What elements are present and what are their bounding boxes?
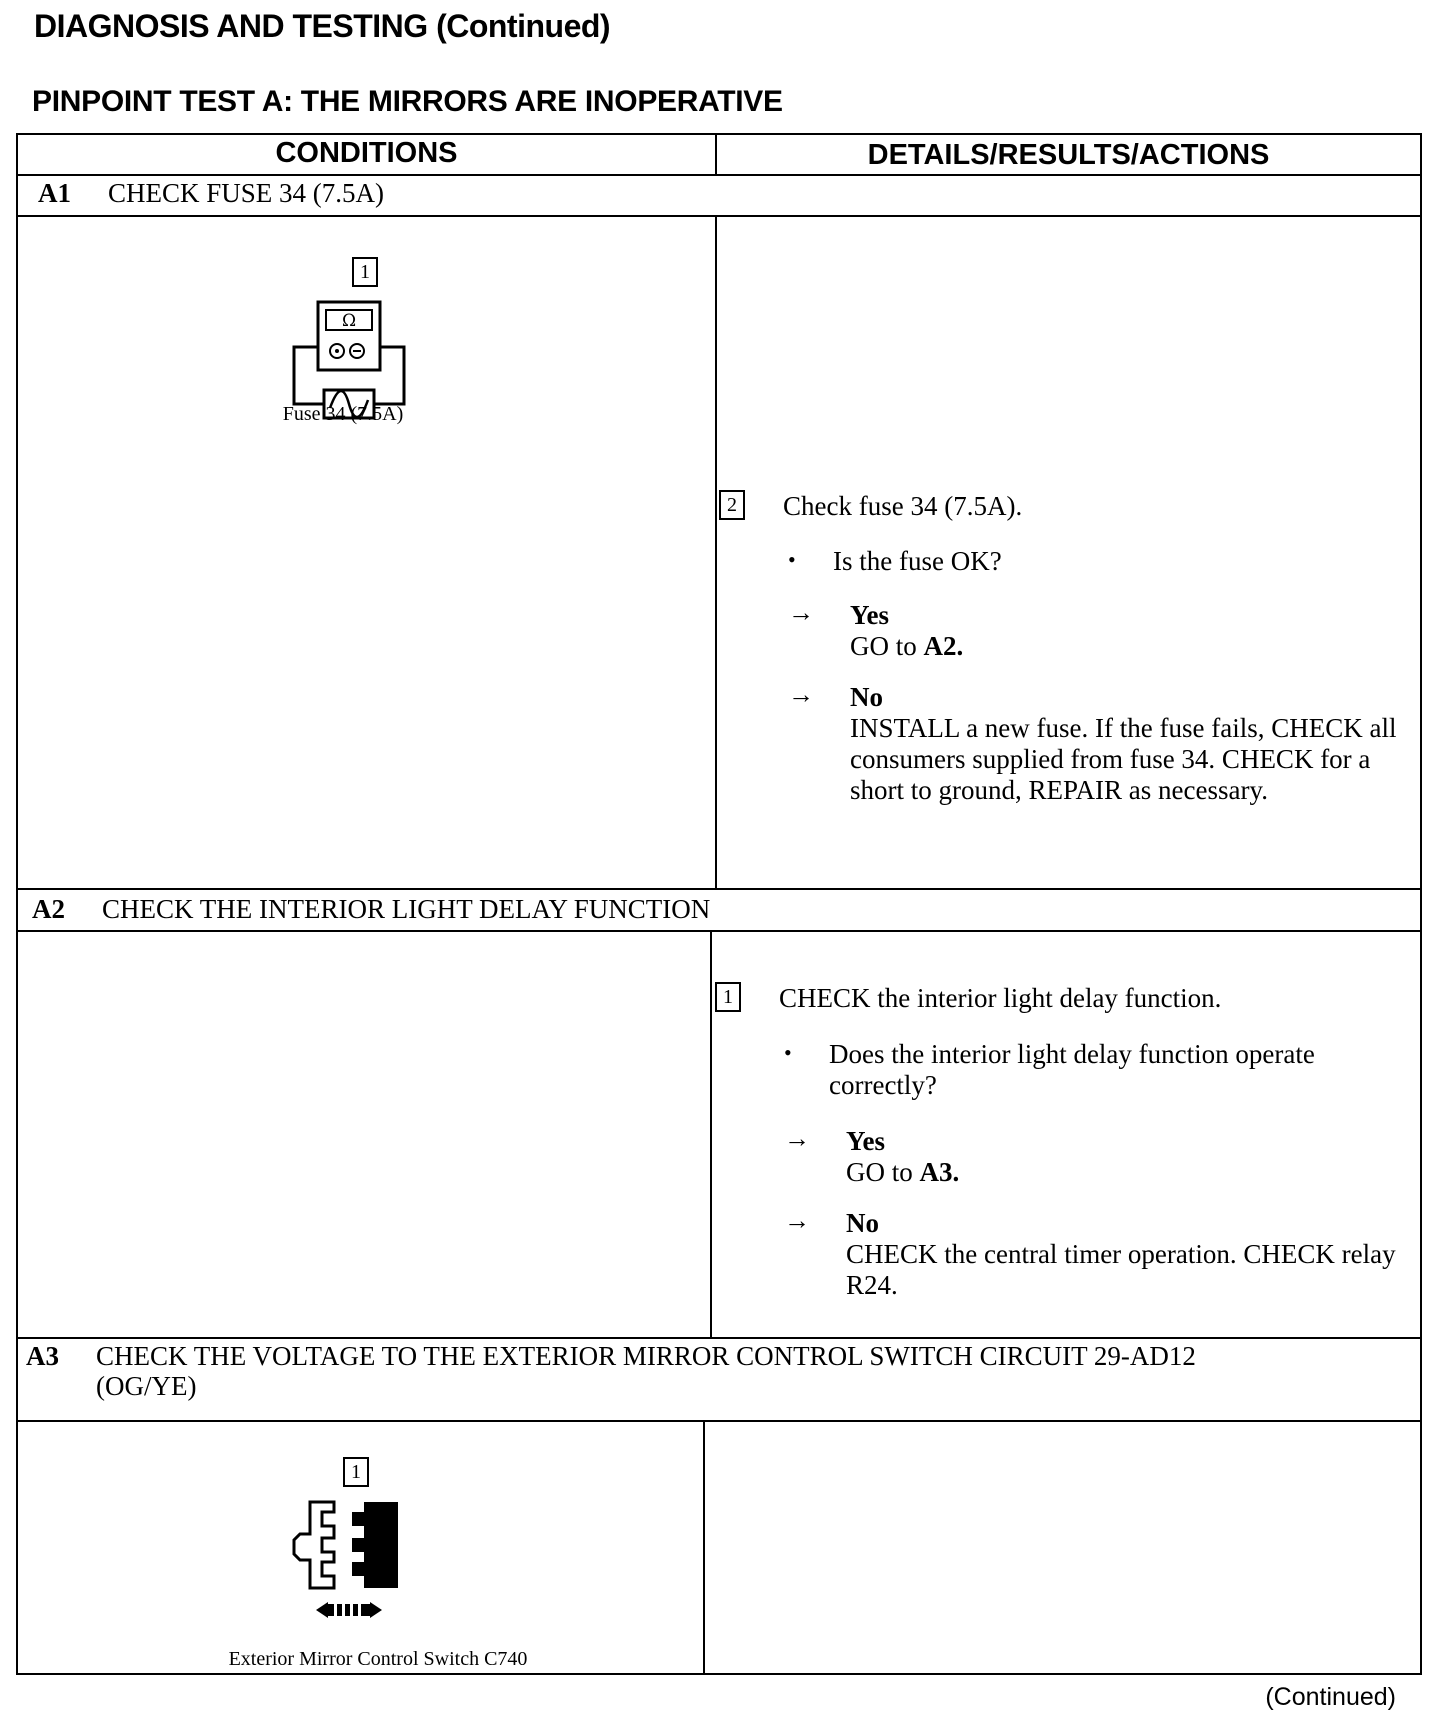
a2-yes-result bbox=[846, 1157, 959, 1188]
step-a2-id: A2 bbox=[32, 894, 65, 924]
step-a1-title-row bbox=[18, 176, 1420, 214]
a1-yes-prefix: GO to bbox=[850, 631, 924, 661]
step-a3-title-line2: (OG/YE) bbox=[96, 1371, 197, 1401]
continued-footer: (Continued) bbox=[1265, 1683, 1396, 1711]
a2-divider bbox=[710, 931, 712, 1338]
a1-yes-label: Yes bbox=[850, 600, 889, 630]
a2-yes-arrow-icon: → bbox=[784, 1124, 810, 1153]
step-a1-title: CHECK FUSE 34 (7.5A) bbox=[108, 178, 385, 208]
a1-no-arrow-icon: → bbox=[788, 680, 814, 709]
step-a3-title: CHECK THE VOLTAGE TO THE EXTERIOR MIRROR CONTROL SWITCH CIRCUIT 29-AD12 bbox=[96, 1341, 1196, 1371]
a2-yes-target: A3. bbox=[919, 1157, 960, 1187]
a1-yes-arrow-icon: → bbox=[788, 598, 814, 627]
a3-title-rule bbox=[18, 1420, 1420, 1422]
pinpoint-test-table bbox=[16, 133, 1422, 1675]
a2-action-number: 1 bbox=[715, 982, 741, 1012]
pinpoint-test-title: PINPOINT TEST A: THE MIRRORS ARE INOPERATIVE bbox=[32, 85, 783, 118]
page-heading: DIAGNOSIS AND TESTING (Continued) bbox=[34, 8, 611, 44]
step-a2-title-row bbox=[18, 890, 1420, 930]
a1-yes-target: A2. bbox=[923, 631, 964, 661]
details-column-header: DETAILS/RESULTS/ACTIONS bbox=[867, 139, 1270, 171]
a2-question: Does the interior light delay function operate correctly? bbox=[829, 1039, 1315, 1100]
connector-c740-diagram bbox=[286, 1500, 416, 1630]
a1-divider bbox=[715, 216, 717, 889]
a2-no-label: No bbox=[846, 1208, 879, 1238]
a1-no-text: INSTALL a new fuse. If the fuse fails, CHECK all consumers supplied from fuse 34. CHECK for a short to ground, REPAIR as necessary. bbox=[850, 713, 1397, 805]
a2-action-text: CHECK the interior light delay function. bbox=[779, 983, 1222, 1013]
a1-figure-callout: 1 bbox=[352, 257, 378, 287]
step-a3-title-row bbox=[18, 1339, 1420, 1419]
a2-yes-prefix: GO to bbox=[846, 1157, 920, 1187]
step-a3-id: A3 bbox=[26, 1341, 59, 1371]
a2-no-text: CHECK the central timer operation. CHECK relay R24. bbox=[846, 1239, 1396, 1300]
a3-figure-callout: 1 bbox=[343, 1457, 369, 1487]
a2-title-rule bbox=[18, 930, 1420, 932]
step-a2-title: CHECK THE INTERIOR LIGHT DELAY FUNCTION bbox=[102, 894, 711, 924]
a1-yes-result bbox=[850, 631, 963, 662]
a3-figure-caption: Exterior Mirror Control Switch C740 bbox=[228, 1648, 528, 1670]
a2-no-arrow-icon: → bbox=[784, 1206, 810, 1235]
a1-figure-caption: Fuse 34 (7.5A) bbox=[282, 403, 404, 425]
step-a1-id: A1 bbox=[38, 178, 71, 208]
a1-question-bullet: • bbox=[788, 547, 796, 572]
a1-action-text: Check fuse 34 (7.5A). bbox=[783, 491, 1023, 521]
a1-question: Is the fuse OK? bbox=[833, 546, 1002, 576]
a1-title-rule bbox=[18, 215, 1420, 217]
a2-yes-label: Yes bbox=[846, 1126, 885, 1156]
conditions-column-header: CONDITIONS bbox=[275, 137, 458, 169]
a1-no-label: No bbox=[850, 682, 883, 712]
a1-action-number: 2 bbox=[719, 490, 745, 520]
ohm-symbol: Ω bbox=[341, 311, 357, 331]
a3-divider bbox=[703, 1421, 705, 1675]
a2-question-bullet: • bbox=[784, 1040, 792, 1065]
ohmmeter-fuse-diagram bbox=[290, 300, 450, 420]
